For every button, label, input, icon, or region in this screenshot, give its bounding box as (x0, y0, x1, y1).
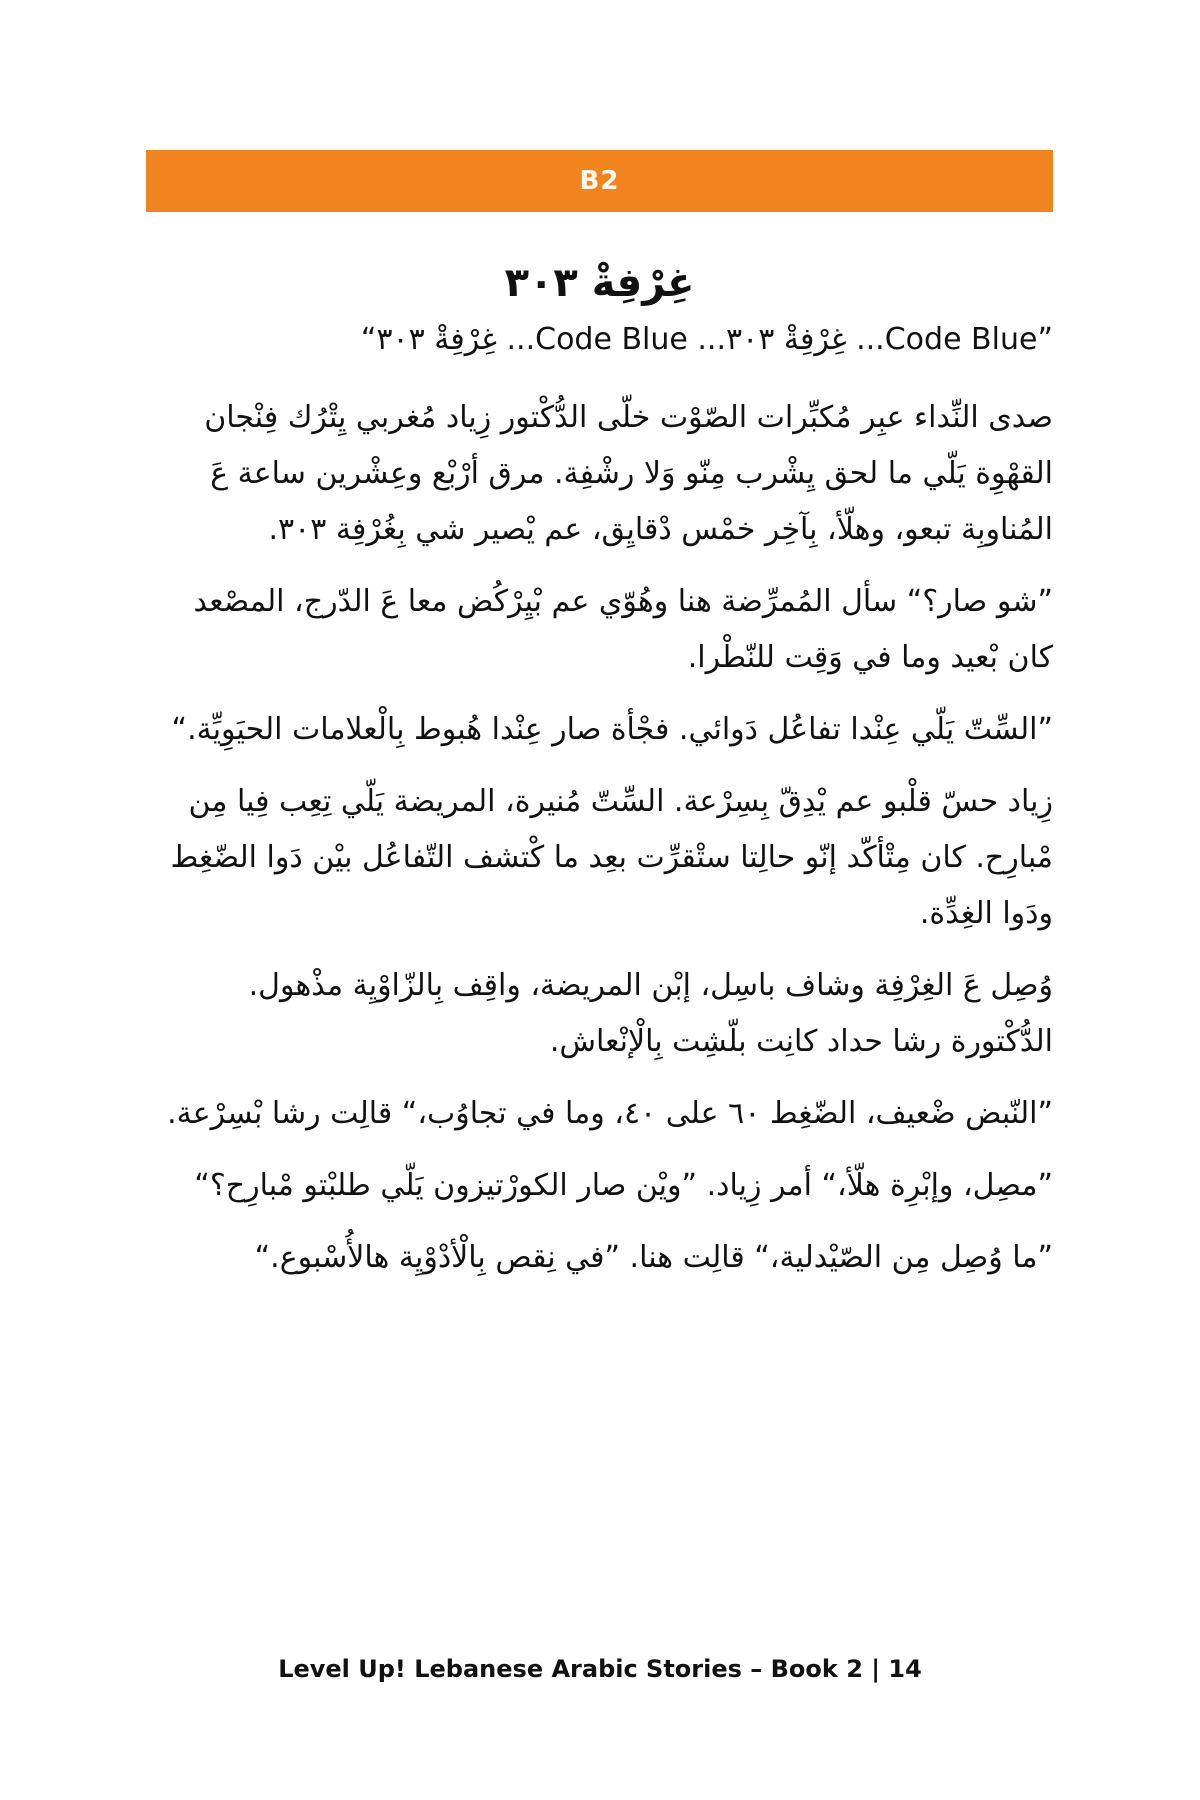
story-body (146, 312, 1053, 1302)
story-title: غِرْفِةْ ٣٠٣ (504, 259, 695, 306)
page-footer: Level Up! Lebanese Arabic Stories – Book 2 | 14 (278, 1655, 922, 1683)
paragraph-announcement: ”Code Blue... غِرْفِةْ ٣٠٣... Code Blue... غِرْفِةْ ٣٠٣“ (360, 322, 1053, 357)
paragraph: ”السِّتّ يَلّي عِنْدا تفاعُل دَوائي. فجْأة صار عِنْدا هُبوط بِالْعلامات الحيَوِيِّة.“ (171, 712, 1053, 747)
paragraph: ”النّبض ضْعيف، الضّغِط ٦٠ على ٤٠، وما في تجاوُب،“ قالِت رشا بْسِرْعة. (167, 1096, 1053, 1131)
level-label: B2 (579, 166, 620, 196)
level-banner (146, 150, 1053, 212)
paragraph: صدى النِّداء عبِر مُكبِّرات الصّوْت خلّى الدُّكْتور زِياد مُغربي يِتْرُك فِنْجان القهْوِة يَلّي ما لحق يِشْرب مِنّو وَلا رشْفِة. مرق أرْبْع وعِشْرين ساعة عَ المُناوبِة تبعو، وهلّأ، بِآخِر خمْس دْقايِق، عم يْصير شي بِغُرْفِة ٣٠٣. (204, 400, 1053, 547)
paragraph: زِياد حسّ قلْبو عم يْدِقّ بِسِرْعة. السِّتّ مُنيرة، المريضة يَلّي تِعِب فِيا مِن مْبارِح. كان مِتْأكّد إنّو حالِتا ستْقرِّت بعِد ما كْتشف التّفاعُل بيْن دَوا الضّغِط ودَوا الغِدِّة. (170, 784, 1053, 931)
paragraph: وُصِل عَ الغِرْفِة وشاف باسِل، إبْن المريضة، واقِف بِالزّاوْيِة مذْهول. الدُّكْتورة رشا حداد كانِت بلّشِت بِالْإنْعاش. (248, 968, 1053, 1059)
paragraph: ”شو صار؟“ سأل المُمرِّضة هنا وهُوّي عم بْيِرْكُض معا عَ الدّرج، المصْعد كان بْعيد وما في وَقِت للنّطْرا. (193, 584, 1053, 675)
paragraph: ”ما وُصِل مِن الصّيْدلية،“ قالِت هنا. ”في نِقص بِالْأدْوْيِة هالأُسْبوع.“ (254, 1240, 1053, 1275)
paragraph: ”مصِل، وإبْرِة هلّأ،“ أمر زِياد. ”ويْن صار الكورْتيزون يَلّي طلبْتو مْبارِح؟“ (194, 1168, 1053, 1203)
